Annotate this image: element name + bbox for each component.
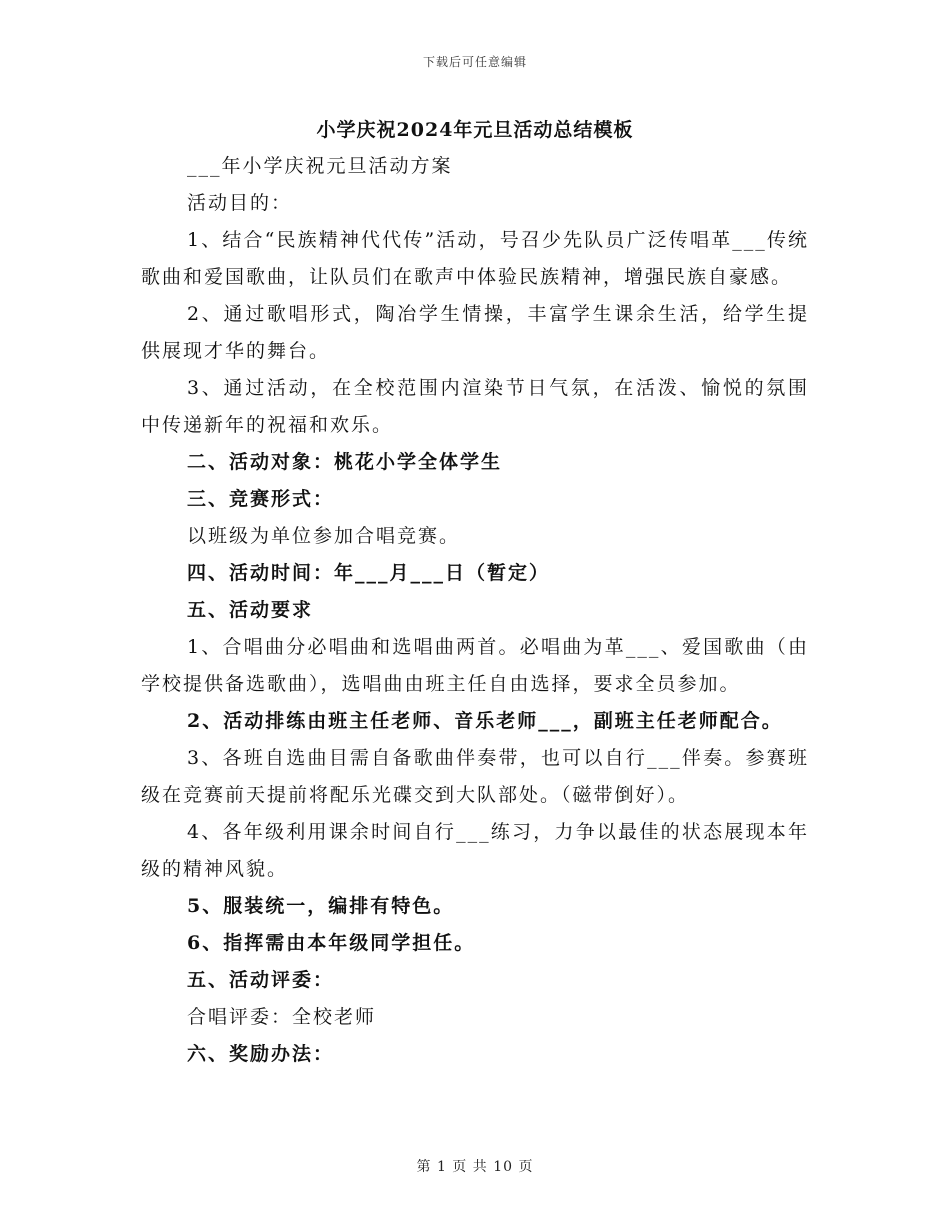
paragraph-purpose-heading: 活动目的： — [187, 192, 293, 214]
paragraph-purpose-1: 1、结合“民族精神代代传”活动，号召少先队员广泛传唱革___传统歌曲和爱国歌曲，让队员们在歌声中体验民族精神，增强民族自豪感。 — [141, 229, 809, 288]
paragraph-purpose-3: 3、通过活动，在全校范围内渲染节日气氛，在活泼、愉悦的氛围中传递新年的祝福和欢乐。 — [141, 377, 809, 436]
section-heading-awards: 六、奖励办法： — [187, 1043, 335, 1065]
page-footer: 第 1 页 共 10 页 — [416, 1159, 534, 1175]
section-heading-judges: 五、活动评委： — [187, 969, 335, 991]
section-heading-time: 四、活动时间：年___月___日（暂定） — [187, 562, 551, 584]
document-title: 小学庆祝2024年元旦活动总结模板 — [316, 119, 634, 141]
section-heading-participants: 二、活动对象：桃花小学全体学生 — [187, 451, 503, 473]
paragraph-format: 以班级为单位参加合唱竞赛。 — [187, 525, 461, 547]
paragraph-requirement-5: 5、服装统一，编排有特色。 — [187, 895, 455, 917]
paragraph-requirement-6: 6、指挥需由本年级同学担任。 — [187, 932, 476, 954]
document-body — [141, 148, 809, 1073]
paragraph-requirement-1: 1、合唱曲分必唱曲和选唱曲两首。必唱曲为革___、爱国歌曲（由学校提供备选歌曲），选唱曲由班主任自由选择，要求全员参加。 — [141, 636, 809, 695]
paragraph-purpose-2: 2、通过歌唱形式，陶冶学生情操，丰富学生课余生活，给学生提供展现才华的舞台。 — [141, 303, 809, 362]
paragraph-requirement-3: 3、各班自选曲目需自备歌曲伴奏带，也可以自行___伴奏。参赛班级在竞赛前天提前将配乐光碟交到大队部处。（磁带倒好）。 — [141, 747, 809, 806]
paragraph-requirement-4: 4、各年级利用课余时间自行___练习，力争以最佳的状态展现本年级的精神风貌。 — [141, 821, 809, 880]
paragraph-judges: 合唱评委：全校老师 — [187, 1006, 377, 1028]
paragraph-requirement-2: 2、活动排练由班主任老师、音乐老师___，副班主任老师配合。 — [187, 710, 783, 732]
paragraph-plan-heading: ___年小学庆祝元旦活动方案 — [187, 155, 453, 177]
section-heading-requirements: 五、活动要求 — [187, 599, 314, 621]
header-note: 下载后可任意编辑 — [422, 55, 527, 69]
section-heading-format: 三、竞赛形式： — [187, 488, 335, 510]
